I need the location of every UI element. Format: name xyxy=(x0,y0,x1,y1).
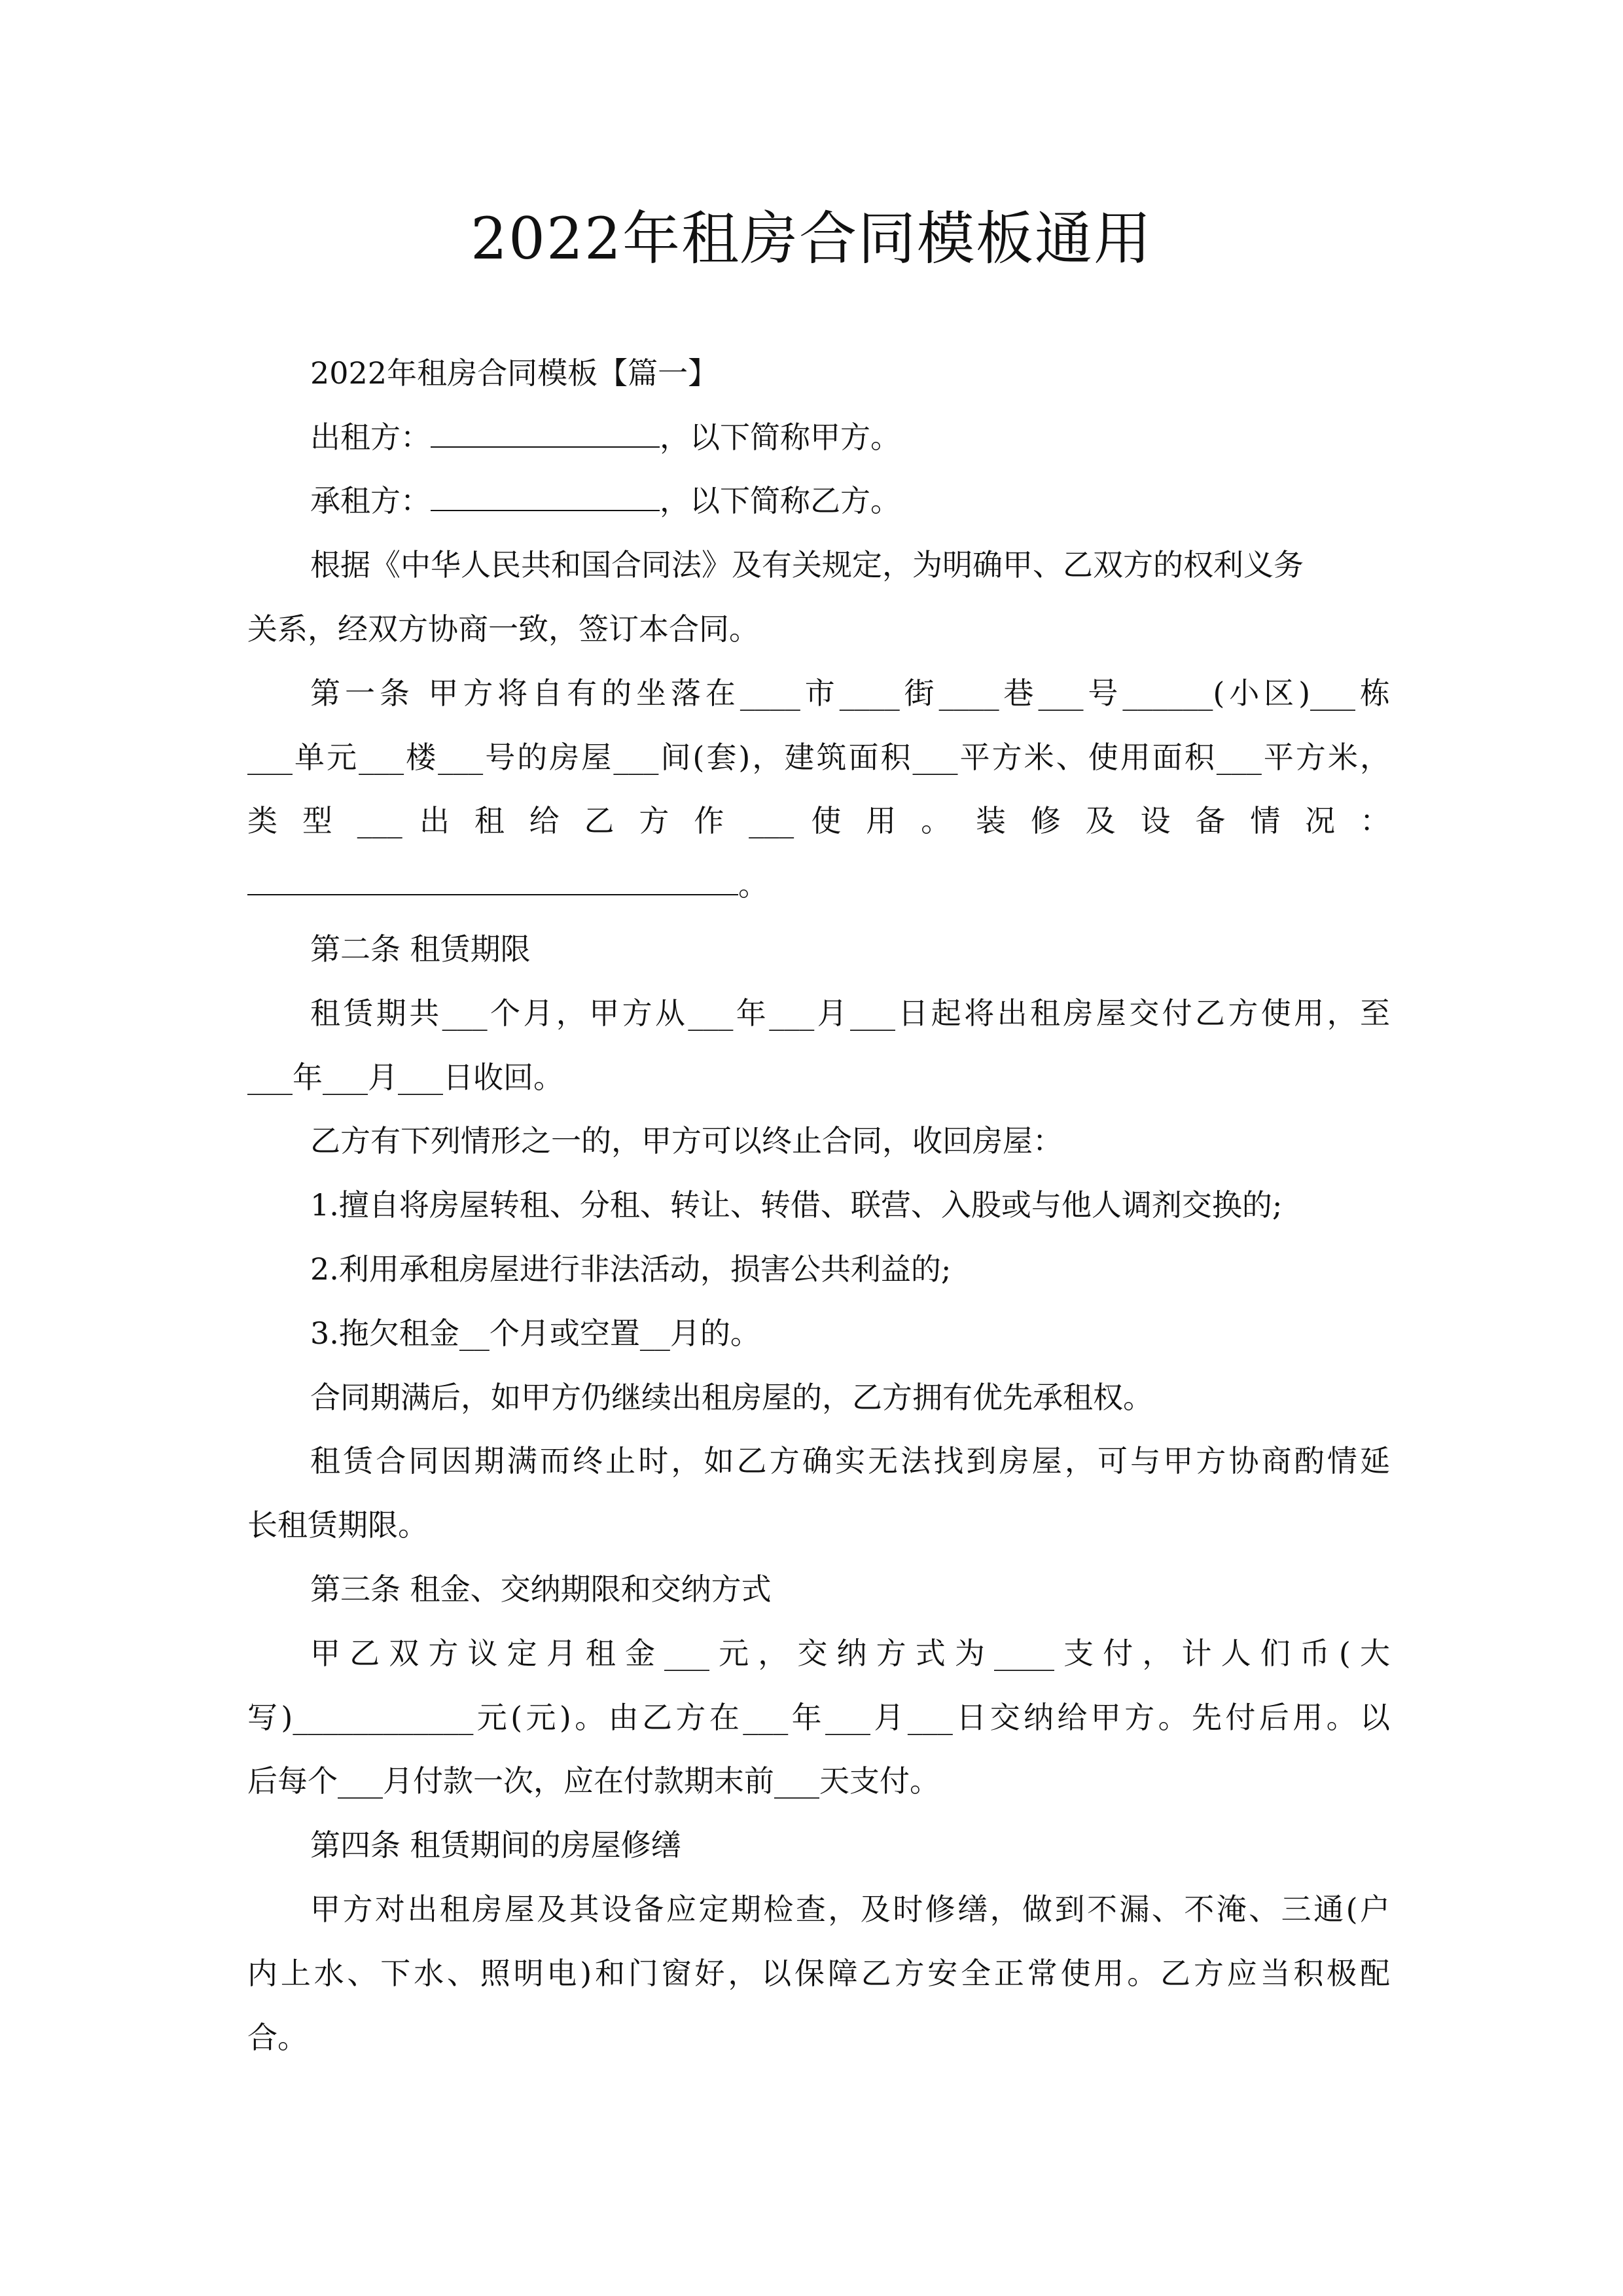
lessor-line xyxy=(310,414,1390,460)
list-item: 3.拖欠租金__个月或空置__月的。 xyxy=(310,1316,760,1351)
paragraph-line: 写)____________元(元)。由乙方在___年___月___日交纳给甲方。先付后用。以 xyxy=(247,1700,1390,1735)
lessee-label: 承租方： xyxy=(310,483,431,518)
paragraph-line: 根据《中华人民共和国合同法》及有关规定，为明确甲、乙双方的权利义务 xyxy=(310,547,1304,583)
paragraph-line: 合同期满后，如甲方仍继续出租房屋的，乙方拥有优先承租权。 xyxy=(310,1380,1153,1415)
article-heading: 第三条 租金、交纳期限和交纳方式 xyxy=(310,1571,772,1607)
lessee-blank xyxy=(431,480,660,511)
article-line: 第一条 甲方将自有的坐落在____市____街____巷___号______(小区)___栋 xyxy=(310,675,1390,711)
paragraph-line: 租赁期共___个月，甲方从___年___月___日起将出租房屋交付乙方使用，至 xyxy=(310,996,1390,1031)
lessor-suffix: ，以下简称甲方。 xyxy=(660,420,901,455)
list-item: 1.擅自将房屋转租、分租、转让、转借、联营、入股或与他人调剂交换的; xyxy=(310,1187,1283,1223)
article-heading: 第四条 租赁期间的房屋修缮 xyxy=(310,1827,681,1863)
equipment-line xyxy=(247,862,1390,908)
lessee-suffix: ，以下简称乙方。 xyxy=(660,483,901,518)
list-item: 2.利用承租房屋进行非法活动，损害公共利益的; xyxy=(310,1251,952,1287)
equipment-blank xyxy=(247,864,738,895)
equipment-suffix: 。 xyxy=(738,867,768,903)
paragraph-line: 乙方有下列情形之一的，甲方可以终止合同，收回房屋： xyxy=(310,1123,1063,1158)
paragraph-line: 后每个___月付款一次，应在付款期末前___天支付。 xyxy=(247,1763,940,1799)
article-line: ___单元___楼___号的房屋___间(套)，建筑面积___平方米、使用面积___平方米， xyxy=(247,740,1390,775)
article-line: 类 型 ___ 出 租 给 乙 方 作 ___ 使 用 。 装 修 及 设 备 情 况 ： xyxy=(247,803,1390,838)
document-title: 2022年租房合同模板通用 xyxy=(471,205,1152,272)
paragraph-line: 关系，经双方协商一致，签订本合同。 xyxy=(247,611,759,647)
paragraph-line: 租赁合同因期满而终止时，如乙方确实无法找到房屋，可与甲方协商酌情延 xyxy=(310,1443,1390,1479)
paragraph-line: 甲乙双方议定月租金___元，交纳方式为____支付，计人们币(大 xyxy=(310,1636,1390,1671)
paragraph-line: ___年___月___日收回。 xyxy=(247,1060,563,1095)
section-heading: 2022年租房合同模板【篇一】 xyxy=(310,355,719,391)
lessor-blank xyxy=(431,416,660,448)
lessor-label: 出租方： xyxy=(310,420,431,455)
paragraph-line: 长租赁期限。 xyxy=(247,1507,428,1543)
lessee-line xyxy=(310,478,1390,524)
paragraph-line: 合。 xyxy=(247,2020,308,2055)
paragraph-line: 内上水、下水、照明电)和门窗好，以保障乙方安全正常使用。乙方应当积极配 xyxy=(247,1956,1390,1991)
article-heading: 第二条 租赁期限 xyxy=(310,931,531,967)
paragraph-line: 甲方对出租房屋及其设备应定期检查，及时修缮，做到不漏、不淹、三通(户 xyxy=(310,1892,1390,1927)
